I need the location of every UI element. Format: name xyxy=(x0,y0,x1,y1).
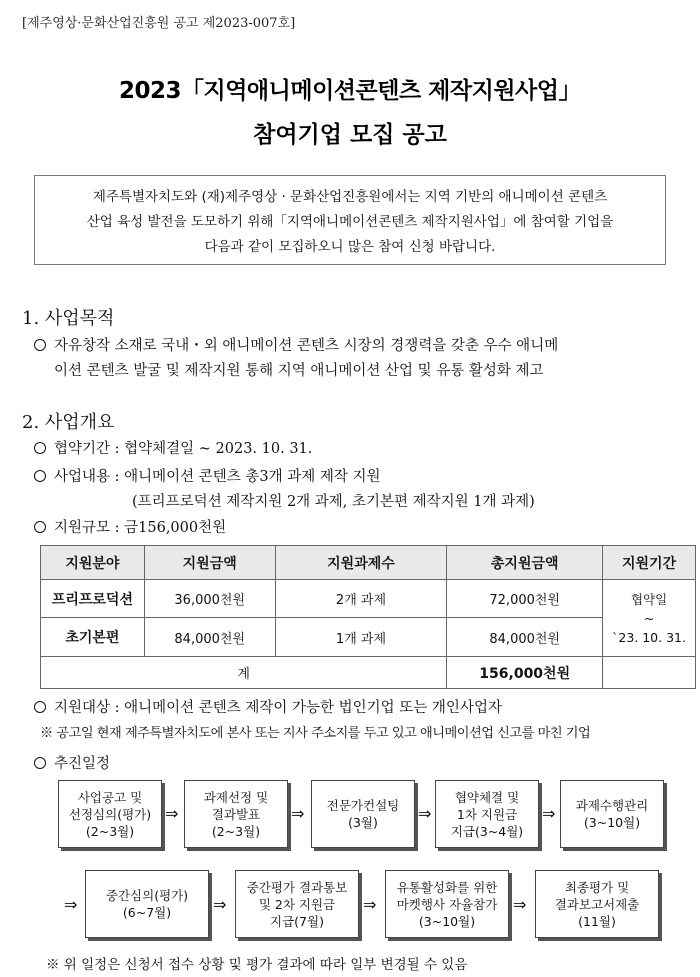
step-text: 지급(3~4월) xyxy=(450,823,524,839)
period-tilde: ~ xyxy=(643,610,655,626)
table-cell-count: 2개 과제 xyxy=(275,580,447,618)
table-header: 지원기간 xyxy=(603,546,696,580)
right-double-arrow-icon: ⇒ xyxy=(165,804,179,823)
schedule-step xyxy=(58,780,162,848)
intro-line: 제주특별자치도와 (재)제주영상 · 문화산업진흥원에서는 지역 기반의 애니메이션 콘텐츠 xyxy=(92,189,608,205)
content-line xyxy=(34,465,381,486)
scale-line xyxy=(34,516,226,537)
section-heading-overview: 2. 사업개요 xyxy=(22,412,115,433)
right-double-arrow-icon: ⇒ xyxy=(291,804,305,823)
schedule-note: ※ 위 일정은 신청서 접수 상황 및 평가 결과에 따라 일부 변경될 수 있음 xyxy=(46,957,468,973)
step-text: 과제수행관리 xyxy=(575,798,649,813)
schedule-step xyxy=(235,870,359,938)
step-text: (2~3월) xyxy=(85,823,135,839)
page-title: 2023「지역애니메이션콘텐츠 제작지원사업」 xyxy=(118,78,581,104)
table-cell-count: 1개 과제 xyxy=(275,618,447,657)
circle-bullet-icon xyxy=(34,521,46,533)
table-row xyxy=(41,618,696,657)
step-text: 중간심의(평가) xyxy=(105,888,189,903)
step-text: 지급(7월) xyxy=(270,913,324,929)
target-text: 지원대상 : 애니메이션 콘텐츠 제작이 가능한 법인기업 또는 개인사업자 xyxy=(54,700,502,716)
target-note: ※ 공고일 현재 제주특별자치도에 본사 또는 지사 주소지를 두고 있고 애니메이션업 신고를 마친 기업 xyxy=(40,726,591,741)
circle-bullet-icon xyxy=(34,701,46,713)
step-text: 과제선정 및 xyxy=(203,789,269,805)
table-cell-field: 프리프로덕션 xyxy=(41,580,145,618)
step-text: (11월) xyxy=(578,913,616,929)
schedule-label: 추진일정 xyxy=(54,756,111,772)
content-detail: (프리프로덕션 제작지원 2개 과제, 초기본편 제작지원 1개 과제) xyxy=(132,494,535,510)
step-text: (3~10월) xyxy=(418,913,476,929)
right-double-arrow-icon: ⇒ xyxy=(542,804,556,823)
right-double-arrow-icon: ⇒ xyxy=(363,895,377,914)
section-heading-purpose: 1. 사업목적 xyxy=(22,308,115,329)
step-text: 협약체결 및 xyxy=(454,789,520,805)
schedule-step xyxy=(311,780,415,848)
support-table xyxy=(40,545,696,689)
intro-line: 다음과 같이 모집하오니 많은 참여 신청 바랍니다. xyxy=(204,239,496,255)
period-start: 협약일 xyxy=(630,591,668,607)
step-text: 결과보고서제출 xyxy=(554,896,640,912)
intro-line: 산업 육성 발전을 도모하기 위해「지역애니메이션콘텐츠 제작지원사업」에 참여할 기업을 xyxy=(86,214,614,230)
table-header: 지원금액 xyxy=(144,546,275,580)
step-text: 중간평가 결과통보 xyxy=(246,879,348,895)
step-text: 전문가컨설팅 xyxy=(326,798,400,813)
step-text: 마켓행사 자율참가 xyxy=(396,896,498,912)
table-header: 지원과제수 xyxy=(275,546,447,580)
intro-box xyxy=(34,175,666,265)
circle-bullet-icon xyxy=(34,757,46,769)
step-text: (3~10월) xyxy=(583,815,641,830)
target-line xyxy=(34,696,502,717)
purpose-line xyxy=(34,334,558,355)
period-line xyxy=(34,437,312,458)
content-text: 사업내용 : 애니메이션 콘텐츠 총3개 과제 제작 지원 xyxy=(54,469,381,485)
table-sum-row xyxy=(41,657,696,689)
page-subtitle: 참여기업 모집 공고 xyxy=(253,122,447,148)
step-text: 최종평가 및 xyxy=(564,879,630,895)
table-cell-field: 초기본편 xyxy=(41,618,145,657)
right-double-arrow-icon: ⇒ xyxy=(213,895,227,914)
circle-bullet-icon xyxy=(34,442,46,454)
right-double-arrow-icon: ⇒ xyxy=(513,895,527,914)
schedule-step xyxy=(85,870,209,938)
table-cell-amount: 84,000천원 xyxy=(144,618,275,657)
step-text: 유통활성화를 위한 xyxy=(396,879,498,895)
scale-text: 지원규모 : 금156,000천원 xyxy=(54,520,227,536)
notice-number: [제주영상·문화산업진흥원 공고 제2023-007호] xyxy=(22,16,296,31)
step-text: 선정심의(평가) xyxy=(68,806,152,822)
schedule-step xyxy=(560,780,664,848)
table-header: 지원분야 xyxy=(41,546,145,580)
table-row xyxy=(41,580,696,618)
step-text: (3월) xyxy=(348,815,378,830)
schedule-label-line xyxy=(34,752,110,773)
schedule-step xyxy=(435,780,539,848)
table-sum-total: 156,000천원 xyxy=(447,657,603,689)
step-text: 및 2차 지원금 xyxy=(258,896,336,912)
schedule-step xyxy=(184,780,288,848)
schedule-step xyxy=(535,870,659,938)
table-cell-total: 84,000천원 xyxy=(447,618,603,657)
purpose-text: 자유창작 소재로 국내・외 애니메이션 콘텐츠 시장의 경쟁력을 갖춘 우수 애니메 xyxy=(54,338,559,354)
step-text: (2~3월) xyxy=(211,823,261,839)
right-double-arrow-icon: ⇒ xyxy=(418,804,432,823)
step-text: 사업공고 및 xyxy=(77,789,143,805)
step-text: 결과발표 xyxy=(211,806,261,822)
period-end: `23. 10. 31. xyxy=(612,629,686,645)
table-cell-total: 72,000천원 xyxy=(447,580,603,618)
circle-bullet-icon xyxy=(34,470,46,482)
schedule-step xyxy=(385,870,509,938)
period-text: 협약기간 : 협약체결일 ~ 2023. 10. 31. xyxy=(54,441,313,457)
table-header: 총지원금액 xyxy=(447,546,603,580)
table-cell-amount: 36,000천원 xyxy=(144,580,275,618)
purpose-line-cont: 이션 콘텐츠 발굴 및 제작지원 통해 지역 애니메이션 산업 및 유통 활성화 제고 xyxy=(54,363,544,379)
table-cell-period xyxy=(603,580,696,657)
right-double-arrow-icon: ⇒ xyxy=(64,895,78,914)
step-text: 1차 지원금 xyxy=(456,806,518,822)
step-text: (6~7월) xyxy=(122,905,172,920)
circle-bullet-icon xyxy=(34,339,46,351)
table-sum-label: 계 xyxy=(41,657,447,689)
table-sum-empty xyxy=(603,657,696,689)
